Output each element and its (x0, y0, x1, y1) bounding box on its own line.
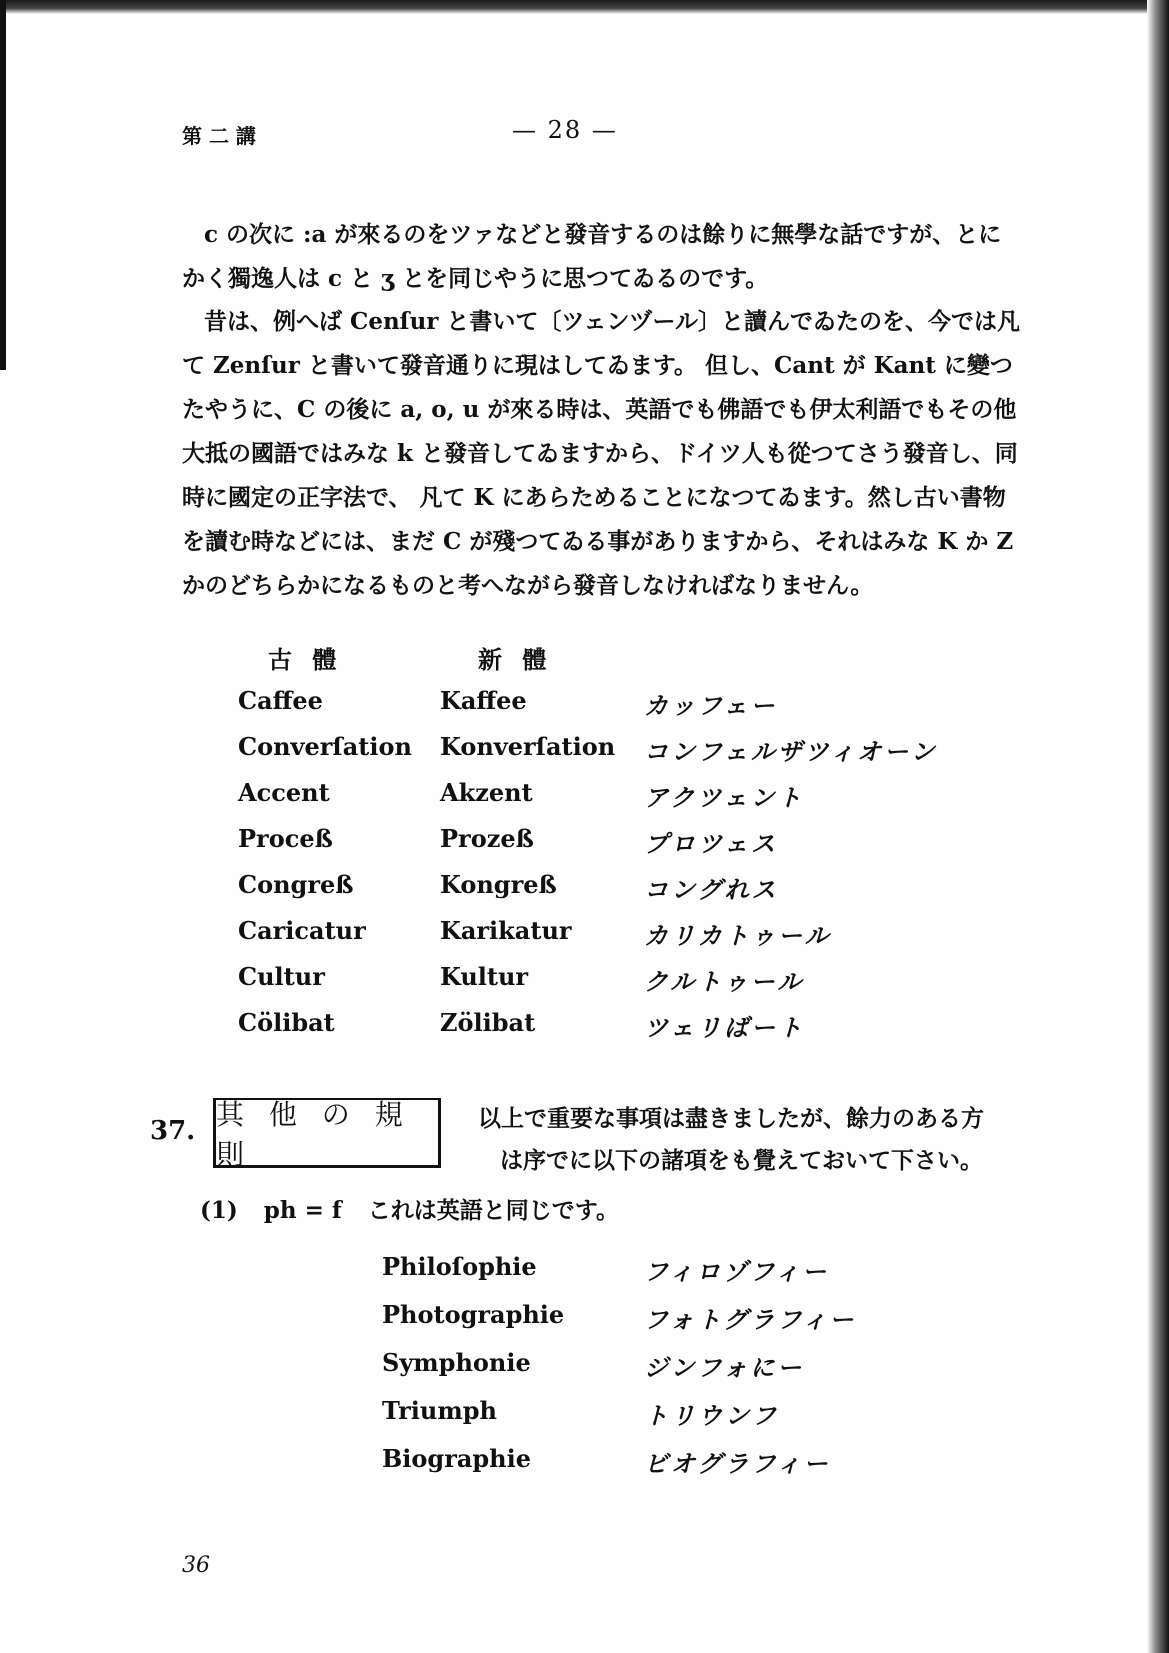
section-intro-line-1: 以上で重要な事項は盡きましたが、餘力のある方 (478, 1105, 984, 1132)
header-old-form: 古 體 (268, 645, 343, 674)
old-spelling: Cultur (238, 962, 325, 991)
german-word: Philoſophie (382, 1252, 537, 1281)
rule-item-1 (200, 1192, 637, 1225)
section-title-box (213, 1097, 441, 1171)
kana-reading: コングれス (644, 875, 779, 904)
kana-reading: ジンフォにー (644, 1353, 805, 1382)
old-spelling: Proceß (238, 824, 333, 853)
page-number: — 28 — (512, 116, 618, 144)
old-spelling: Caffee (238, 686, 323, 715)
section-number: 37. (150, 1116, 196, 1146)
kana-reading: ツェリばート (644, 1013, 806, 1042)
section-intro (478, 1098, 1038, 1182)
old-spelling: Congreß (238, 870, 354, 899)
kana-reading: ビオグラフィー (644, 1449, 831, 1478)
german-word: Biographie (382, 1444, 532, 1473)
kana-reading: コンフェルザツィオーン (644, 737, 938, 766)
rule-formula: ph = f (263, 1197, 342, 1224)
paragraph-1: c の次に :a が來るのをツァなどと發音するのは餘りに無學な話ですが、とにかく獨逸人は c と ʒ とを同じやうに思つてゐるのです。 (182, 221, 1002, 292)
kana-reading: フォトグラフィー (644, 1305, 857, 1334)
kana-reading: カッフェー (644, 691, 778, 720)
rule-text: これは英語と同じです。 (367, 1197, 619, 1224)
new-spelling: Kaffee (440, 686, 527, 715)
section-intro-line-2: は序でに以下の諸項をも覺えておいて下さい。 (500, 1147, 983, 1174)
lecture-title: 第 二 講 (182, 124, 256, 148)
new-spelling: Kultur (440, 962, 529, 991)
german-word: Photographie (382, 1300, 565, 1329)
section-title: 其 他 の 規 則 (216, 1097, 411, 1171)
kana-reading: フィロゾフィー (644, 1257, 830, 1286)
german-word: Triumph (382, 1396, 497, 1425)
old-spelling: Accent (238, 778, 330, 807)
scan-edge-right (1147, 0, 1169, 1653)
new-spelling: Prozeß (440, 824, 534, 853)
old-spelling: Converſation (238, 732, 412, 761)
new-spelling: Zölibat (440, 1008, 536, 1037)
folio-number: 36 (182, 1553, 210, 1578)
old-spelling: Caricatur (238, 916, 366, 945)
kana-reading: トリウンフ (644, 1401, 779, 1430)
running-header (182, 116, 1022, 154)
new-spelling: Konverſation (440, 732, 616, 761)
new-spelling: Akzent (440, 778, 533, 807)
kana-reading: カリカトゥール (644, 921, 832, 950)
header-new-form: 新 體 (478, 645, 553, 674)
scan-edge-top (0, 0, 1169, 14)
kana-reading: プロツェス (644, 829, 779, 858)
kana-reading: アクツェント (644, 783, 805, 812)
new-spelling: Karikatur (440, 916, 572, 945)
old-spelling: Cölibat (238, 1008, 335, 1037)
kana-reading: クルトゥール (644, 967, 805, 996)
german-word: Symphonie (382, 1348, 531, 1377)
rule-index: (1) (200, 1197, 238, 1224)
scan-edge-left (0, 0, 6, 370)
new-spelling: Kongreß (440, 870, 557, 899)
paragraph-2: 昔は、例へば Cenſur と書いて〔ツェンヅール〕と讀んでゐたのを、今では凡て Zenſur と書いて發音通りに現はしてゐます。 但し、Cant が Kant に變つたやうに、C の後に a, o, u が來る時は、英語でも佛語でも伊太利語でもその他大抵の國語ではみな k と發音してゐますから、ドイツ人も從つてさう發音し、同時に國定の正字法で、 凡て K にあらためることになつてゐます。然し古い書物を讀む時などには、まだ C が殘つてゐる事がありますから、それはみな K か Z かのどちらかになるものと考へながら發音しなければなりません。 (182, 308, 1021, 599)
